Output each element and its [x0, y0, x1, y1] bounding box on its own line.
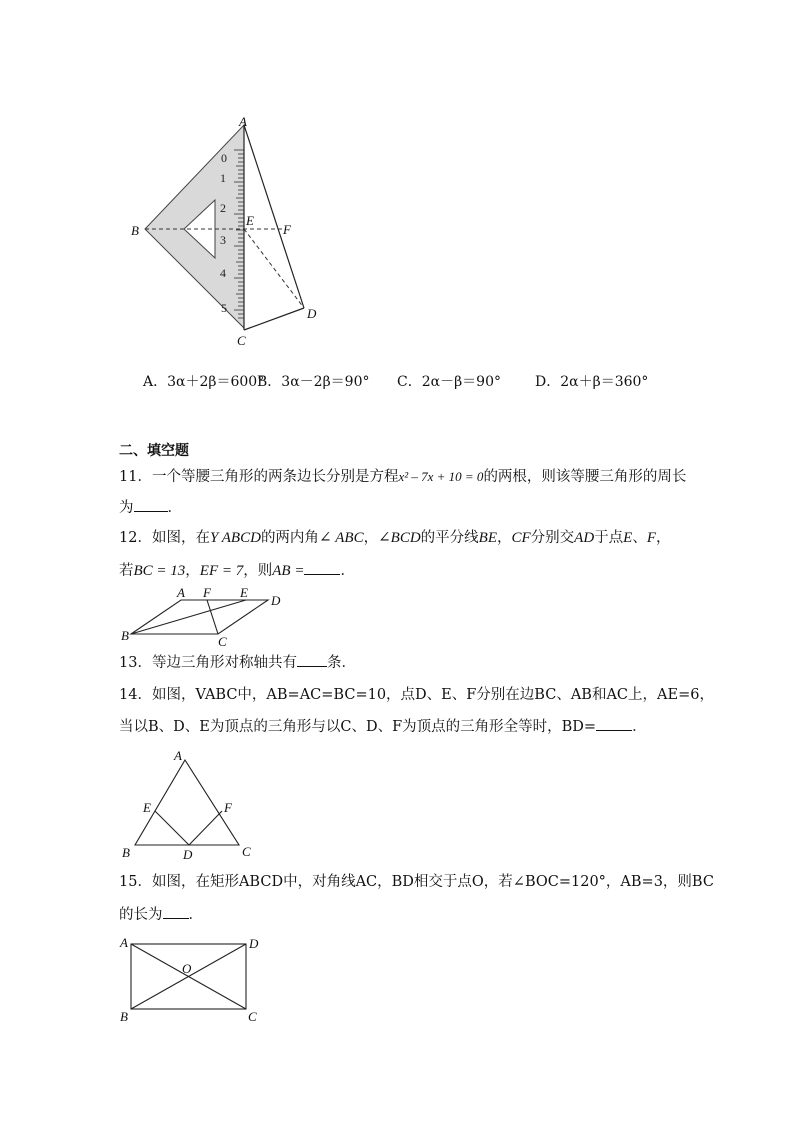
q12-ef: EF = 7: [199, 563, 244, 579]
q12-sep6: ，则: [243, 563, 273, 579]
ruler-num-0: 0: [221, 151, 227, 165]
figure-q15-rectangle: [115, 930, 265, 1025]
fig14-label-a: A: [174, 748, 182, 763]
option-a-letter: A．: [143, 374, 168, 390]
fig15-label-o: O: [182, 961, 192, 976]
q13-answer-blank[interactable]: [297, 652, 327, 667]
fig15-label-c: C: [248, 1009, 257, 1024]
q12-text-a: 如图，在: [151, 530, 210, 546]
q15-end: ．: [188, 907, 203, 923]
ruler-num-1: 1: [220, 171, 226, 185]
q11-text-a: 一个等腰三角形的两条边长分别是方程: [151, 469, 399, 485]
q12-sep5: ，: [185, 563, 200, 579]
q12-cf: CF: [511, 530, 531, 546]
q11-end: ．: [167, 500, 182, 516]
q12-text-c: 的平分线: [420, 530, 479, 546]
q11-answer-blank[interactable]: [134, 497, 168, 512]
fig12-label-e: E: [240, 585, 248, 600]
fig14-label-e: E: [143, 800, 151, 815]
section-title: 二、填空题: [119, 443, 189, 459]
ruler-num-5: 5: [221, 301, 227, 315]
fig15-label-a: A: [120, 935, 128, 950]
option-b-letter: B．: [257, 374, 282, 390]
q11-number: 11．: [119, 469, 152, 485]
q15-number: 15．: [119, 874, 152, 890]
q12-angle-abc: ∠ ABC: [318, 530, 364, 546]
q12-bc: BC = 13: [133, 563, 186, 579]
q12-line2: [119, 560, 355, 581]
q11-text-c: 为: [119, 500, 134, 516]
fig12-label-b: B: [121, 628, 129, 643]
q11-text-b: 的两根，则该等腰三角形的周长: [483, 469, 687, 485]
q12-sep1: ，: [363, 530, 379, 546]
ruler-num-4: 4: [220, 266, 226, 280]
option-a: [143, 372, 264, 392]
q11-line1: [119, 467, 686, 487]
q12-sep3: 、: [632, 530, 647, 546]
q14-line1: [119, 685, 714, 705]
q14-line2: [119, 716, 647, 737]
q14-number: 14．: [119, 687, 152, 703]
fig10-label-b: B: [131, 223, 139, 238]
ruler-num-3: 3: [220, 233, 226, 247]
figure-q12-parallelogram: [115, 582, 295, 648]
q14-end: ．: [632, 719, 647, 735]
fig12-label-d: D: [271, 593, 281, 608]
ruler-num-2: 2: [220, 201, 226, 215]
q13-number: 13．: [119, 655, 152, 671]
q15-answer-blank[interactable]: [163, 904, 189, 919]
q15-line2: [119, 904, 203, 925]
fig12-label-c: C: [218, 634, 227, 648]
q12-sep4: ，: [656, 530, 671, 546]
q12-end: ．: [340, 563, 355, 579]
q13-line1: [119, 652, 356, 673]
q11-equation: x² – 7x + 10 = 0: [398, 469, 484, 484]
fig15-label-b: B: [120, 1009, 128, 1024]
fig14-label-f: F: [224, 800, 232, 815]
option-b: [257, 372, 369, 392]
q12-line1: [119, 528, 671, 548]
fig10-label-a: A: [239, 114, 247, 129]
q12-text-d: 分别交: [530, 530, 575, 546]
option-a-expr: 3α＋2β＝600°: [167, 374, 265, 390]
q12-be: BE: [478, 530, 497, 546]
fig14-label-d: D: [183, 847, 193, 862]
option-c: [397, 372, 501, 392]
fig15-label-d: D: [249, 936, 259, 951]
fig10-label-c: C: [237, 333, 246, 348]
q15-line1: [119, 872, 714, 892]
fig10-label-d: D: [307, 306, 317, 321]
q14-line1-text: 如图，VABC中，AB=AC=BC=10，点D、E、F分别在边BC、AB和AC上，AE=6，: [151, 687, 714, 703]
q14-line2-text: 当以B、D、E为顶点的三角形与以C、D、F为顶点的三角形全等时，BD=: [119, 719, 597, 735]
q12-line2-a: 若: [119, 563, 134, 579]
option-d-expr: 2α＋β＝360°: [560, 374, 649, 390]
q12-text-e: 于点: [594, 530, 624, 546]
option-c-letter: C．: [397, 374, 422, 390]
option-c-expr: 2α－β＝90°: [421, 374, 501, 390]
figure-q14-triangle: [115, 742, 265, 862]
q12-f: F: [646, 530, 657, 546]
q12-angle-bcd: ∠BCD: [378, 530, 421, 546]
q14-answer-blank[interactable]: [596, 716, 632, 731]
fig14-label-b: B: [122, 845, 130, 860]
q15-line2-text: 的长为: [119, 907, 163, 923]
q12-text-b: 的两内角: [260, 530, 319, 546]
q12-ad: AD: [574, 530, 595, 546]
q12-parallelogram: Y ABCD: [209, 530, 261, 546]
q12-sep2: ，: [497, 530, 512, 546]
q12-ab: AB =: [272, 563, 305, 579]
q12-answer-blank[interactable]: [304, 560, 340, 575]
option-d-letter: D．: [535, 374, 561, 390]
q15-line1-text: 如图，在矩形ABCD中，对角线AC，BD相交于点O，若∠BOC=120°，AB=3，则BC: [151, 874, 714, 890]
figure-q10-set-square: [120, 110, 340, 355]
fig12-label-f: F: [203, 585, 211, 600]
fig12-label-a: A: [177, 585, 185, 600]
fig10-label-e: E: [246, 213, 254, 228]
fig10-label-f: F: [283, 222, 291, 237]
option-b-expr: 3α－2β＝90°: [281, 374, 370, 390]
q13-text-a: 等边三角形对称轴共有: [151, 655, 297, 671]
q12-e: E: [623, 530, 633, 546]
q12-number: 12．: [119, 530, 152, 546]
q13-text-b: 条．: [326, 655, 356, 671]
option-d: [535, 372, 648, 392]
q11-line2: [119, 497, 182, 518]
fig14-label-c: C: [242, 844, 251, 859]
